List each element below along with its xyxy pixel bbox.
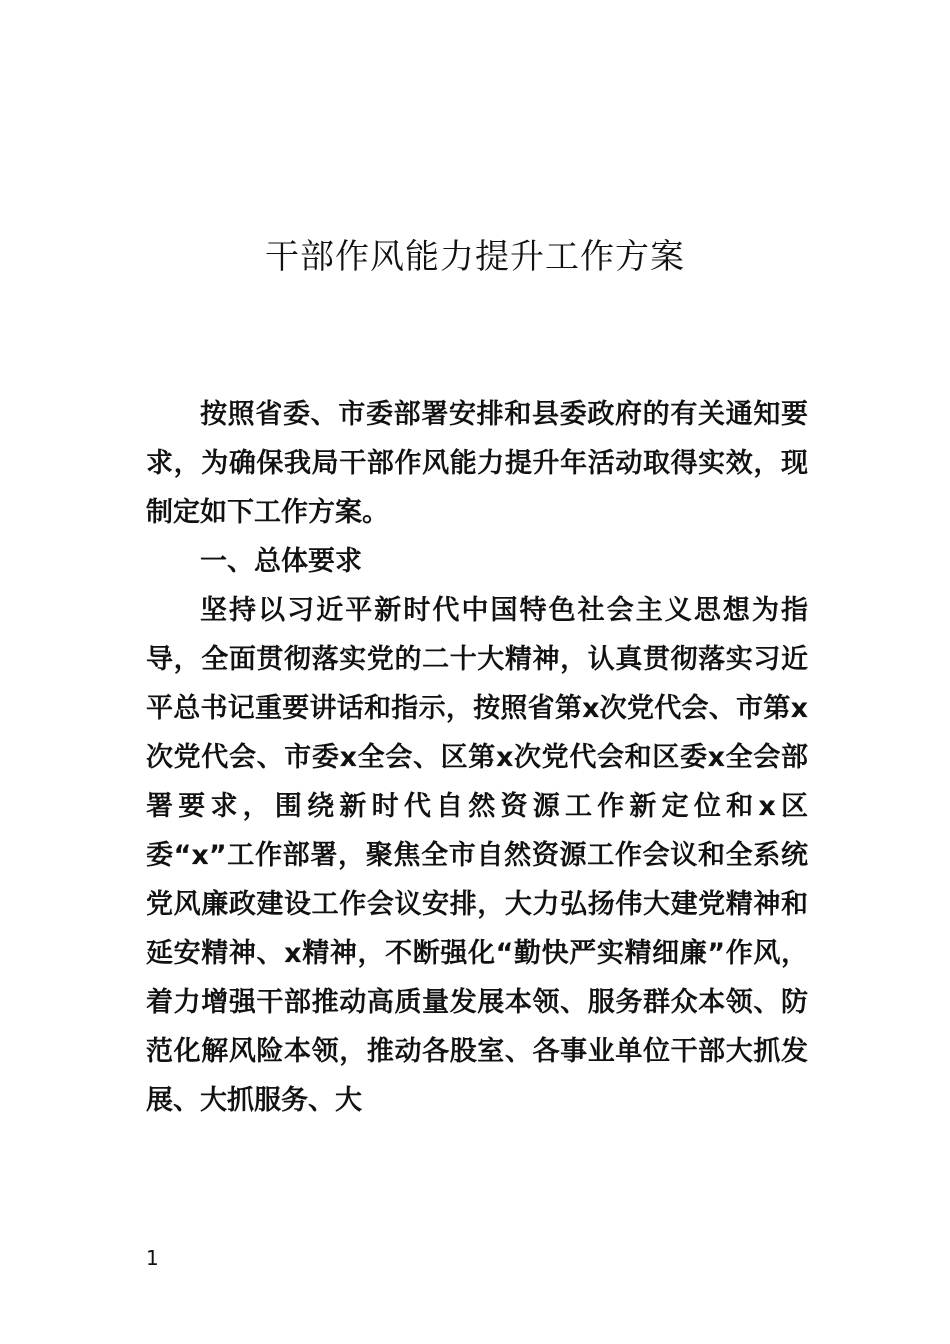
body-paragraph: 坚持以习近平新时代中国特色社会主义思想为指导，全面贯彻落实党的二十大精神，认真贯彻落实习近平总书记重要讲话和指示，按照省第x次党代会、市第x次党代会、市委x全会、区第x次党代会和区委x全会部署要求，围绕新时代自然资源工作新定位和x区委“x”工作部署，聚焦全市自然资源工作会议和全系统党风廉政建设工作会议安排，大力弘扬伟大建党精神和延安精神、x精神，不断强化“勤快严实精细廉”作风，着力增强干部推动高质量发展本领、服务群众本领、防范化解风险本领，推动各股室、各事业单位干部大抓发展、大抓服务、大 bbox=[146, 595, 808, 1116]
document-title: 干部作风能力提升工作方案 bbox=[265, 236, 685, 277]
document-body bbox=[146, 390, 808, 1125]
section-heading: 一、总体要求 bbox=[200, 546, 362, 577]
page-number: 1 bbox=[146, 1246, 159, 1270]
intro-paragraph: 按照省委、市委部署安排和县委政府的有关通知要求，为确保我局干部作风能力提升年活动取得实效，现制定如下工作方案。 bbox=[146, 399, 808, 528]
